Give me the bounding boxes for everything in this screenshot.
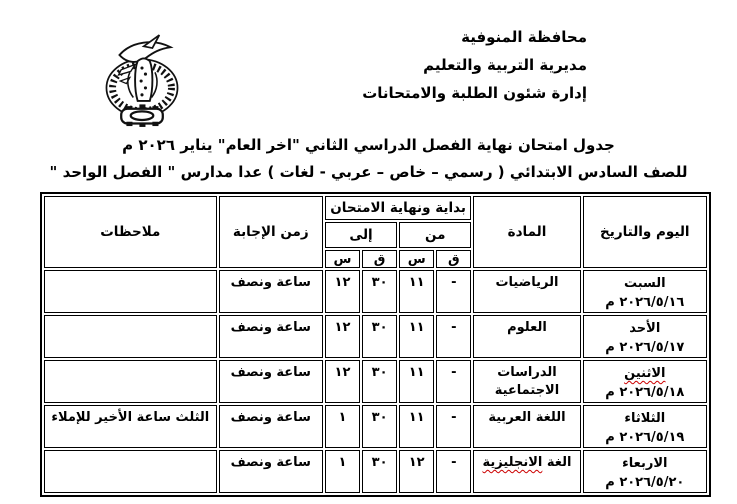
- answer-time-cell: ساعة ونصف: [219, 405, 323, 448]
- document-subtitle: للصف السادس الابتدائي ( رسمي – خاص – عربي - لغات ) عدا مدارس " الفصل الواحد ": [49, 163, 688, 181]
- date-value: ٢٠٢٦/٥/١٩ م: [605, 430, 685, 445]
- answer-time-cell: ساعة ونصف: [219, 315, 323, 358]
- col-header-from-minute: ق: [436, 250, 471, 268]
- subject-cell: اللغة العربية: [473, 405, 580, 448]
- to-hour-cell: ١٢: [325, 270, 360, 313]
- date-value: ٢٠٢٦/٥/١٨ م: [605, 385, 685, 400]
- answer-time-cell: ساعة ونصف: [219, 270, 323, 313]
- from-minute-cell: -: [436, 270, 471, 313]
- col-header-subject: المادة: [473, 196, 580, 268]
- from-minute-cell: -: [436, 450, 471, 493]
- answer-time-cell: ساعة ونصف: [219, 450, 323, 493]
- exam-row-tuesday: [44, 405, 707, 448]
- col-header-day-date: اليوم والتاريخ: [583, 196, 707, 268]
- notes-cell: [44, 315, 217, 358]
- day-date-cell: [583, 270, 707, 313]
- from-hour-cell: ١١: [399, 270, 434, 313]
- letterhead-governorate: محافظة المنوفية: [461, 28, 587, 46]
- col-header-to-hour: س: [325, 250, 360, 268]
- col-header-answer-time: زمن الإجابة: [219, 196, 323, 268]
- date-value: ٢٠٢٦/٥/١٧ م: [605, 340, 685, 355]
- from-hour-cell: ١١: [399, 405, 434, 448]
- exam-row-wednesday: [44, 450, 707, 493]
- to-hour-cell: ١: [325, 450, 360, 493]
- day-date-cell: [583, 360, 707, 403]
- answer-time-cell: ساعة ونصف: [219, 360, 323, 403]
- day-date-cell: [583, 450, 707, 493]
- exam-row-saturday: [44, 270, 707, 313]
- day-date-cell: [583, 405, 707, 448]
- letterhead: [362, 23, 587, 107]
- subject-word-misspelled: الانجليزية: [482, 455, 543, 470]
- col-header-exam-time: بداية ونهاية الامتحان: [325, 196, 471, 220]
- to-minute-cell: ٣٠: [362, 270, 397, 313]
- to-hour-cell: ١٢: [325, 360, 360, 403]
- letterhead-administration: إدارة شئون الطلبة والامتحانات: [362, 84, 587, 102]
- notes-cell: [44, 270, 217, 313]
- date-value: ٢٠٢٦/٥/٢٠ م: [605, 475, 685, 490]
- day-date-cell: [583, 315, 707, 358]
- from-minute-cell: -: [436, 405, 471, 448]
- col-header-to: إلى: [325, 222, 397, 248]
- from-hour-cell: ١٢: [399, 450, 434, 493]
- subject-cell: [473, 450, 580, 493]
- exam-row-monday: [44, 360, 707, 403]
- subject-prefix: الغة: [546, 455, 572, 470]
- col-header-notes: ملاحظات: [44, 196, 217, 268]
- day-name: السبت: [623, 276, 666, 291]
- to-minute-cell: ٣٠: [362, 360, 397, 403]
- to-minute-cell: ٣٠: [362, 450, 397, 493]
- from-hour-cell: ١١: [399, 360, 434, 403]
- col-header-to-minute: ق: [362, 250, 397, 268]
- letterhead-directorate: مديرية التربية والتعليم: [423, 56, 587, 74]
- day-name: الاربعاء: [622, 456, 668, 471]
- to-minute-cell: ٣٠: [362, 315, 397, 358]
- to-minute-cell: ٣٠: [362, 405, 397, 448]
- document-title: جدول امتحان نهاية الفصل الدراسي الثاني "اخر العام" يناير ٢٠٢٦ م: [122, 136, 615, 154]
- subject-cell: الرياضيات: [473, 270, 580, 313]
- col-header-from-hour: س: [399, 250, 434, 268]
- day-name: الثلاثاء: [624, 411, 666, 426]
- from-hour-cell: ١١: [399, 315, 434, 358]
- notes-cell: [44, 360, 217, 403]
- to-hour-cell: ١٢: [325, 315, 360, 358]
- date-value: ٢٠٢٦/٥/١٦ م: [605, 295, 685, 310]
- subject-cell: العلوم: [473, 315, 580, 358]
- to-hour-cell: ١: [325, 405, 360, 448]
- from-minute-cell: -: [436, 315, 471, 358]
- col-header-from: من: [399, 222, 471, 248]
- day-name: الأحد: [629, 321, 661, 336]
- notes-cell: [44, 450, 217, 493]
- notes-cell: الثلث ساعة الأخير للإملاء: [44, 405, 217, 448]
- education-ministry-eagle-emblem-icon: [90, 28, 194, 134]
- exam-row-sunday: [44, 315, 707, 358]
- exam-schedule-table: [40, 192, 711, 497]
- subject-cell: الدراسات الاجتماعية: [473, 360, 580, 403]
- from-minute-cell: -: [436, 360, 471, 403]
- day-name-misspelled: الاثنين: [624, 366, 666, 381]
